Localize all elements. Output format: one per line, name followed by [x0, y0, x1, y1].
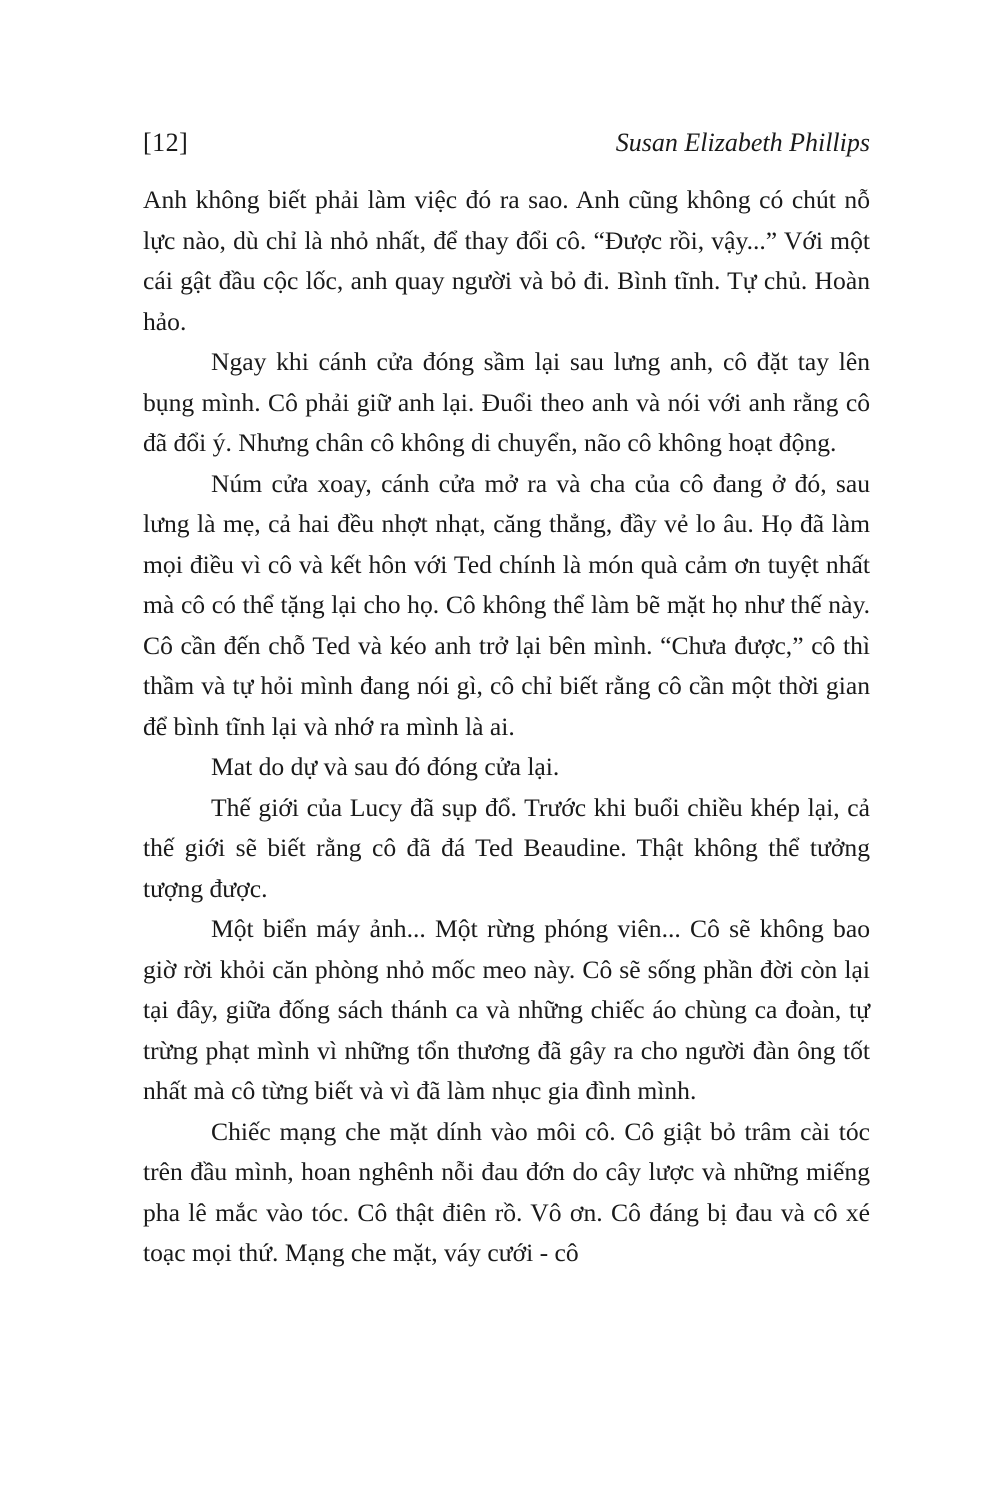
running-header [143, 128, 870, 180]
paragraph: Mat do dự và sau đó đóng cửa lại. [211, 752, 560, 781]
paragraph: Một biển máy ảnh... Một rừng phóng viên... Cô sẽ không bao giờ rời khỏi căn phòng nhỏ mốc meo này. Cô sẽ sống phần đời còn lại tại đây, giữa đống sách thánh ca và những chiếc áo chùng ca đoàn, tự trừng phạt mình vì những tổn thương đã gây ra cho người đàn ông tốt nhất mà cô từng biết và vì đã làm nhục gia đình mình. [143, 914, 870, 1105]
paragraph: Thế giới của Lucy đã sụp đổ. Trước khi buổi chiều khép lại, cả thế giới sẽ biết rằng cô đã đá Ted Beaudine. Thật không thể tưởng tượng được. [143, 792, 870, 903]
paragraph: Anh không biết phải làm việc đó ra sao. Anh cũng không có chút nỗ lực nào, dù chỉ là nhỏ nhất, để thay đổi cô. “Được rồi, vậy...” Với một cái gật đầu cộc lốc, anh quay người và bỏ đi. Bình tĩnh. Tự chủ. Hoàn hảo. [143, 185, 870, 336]
paragraph: Núm cửa xoay, cánh cửa mở ra và cha của cô đang ở đó, sau lưng là mẹ, cả hai đều nhợt nhạt, căng thẳng, đầy vẻ lo âu. Họ đã làm mọi điều vì cô và kết hôn với Ted chính là món quà cảm ơn tuyệt nhất mà cô có thể tặng lại cho họ. Cô không thể làm bẽ mặt họ như thế này. Cô cần đến chỗ Ted và kéo anh trở lại bên mình. “Chưa được,” cô thì thầm và tự hỏi mình đang nói gì, cô chỉ biết rằng cô cần một thời gian để bình tĩnh lại và nhớ ra mình là ai. [143, 468, 870, 741]
page-number: [12] [143, 128, 189, 157]
paragraph: Ngay khi cánh cửa đóng sầm lại sau lưng anh, cô đặt tay lên bụng mình. Cô phải giữ anh lại. Đuổi theo anh và nói với anh rằng cô đã đổi ý. Nhưng chân cô không di chuyển, não cô không hoạt động. [143, 347, 870, 457]
book-page [143, 128, 870, 1274]
paragraph: Chiếc mạng che mặt dính vào môi cô. Cô giật bỏ trâm cài tóc trên đầu mình, hoan nghênh nỗi đau đớn do cây lược và những miếng pha lê mắc vào tóc. Cô thật điên rồ. Vô ơn. Cô đáng bị đau và cô xé toạc mọi thứ. Mạng che mặt, váy cưới - cô [143, 1116, 870, 1267]
body-text [143, 180, 870, 1274]
author-name: Susan Elizabeth Phillips [615, 128, 870, 157]
